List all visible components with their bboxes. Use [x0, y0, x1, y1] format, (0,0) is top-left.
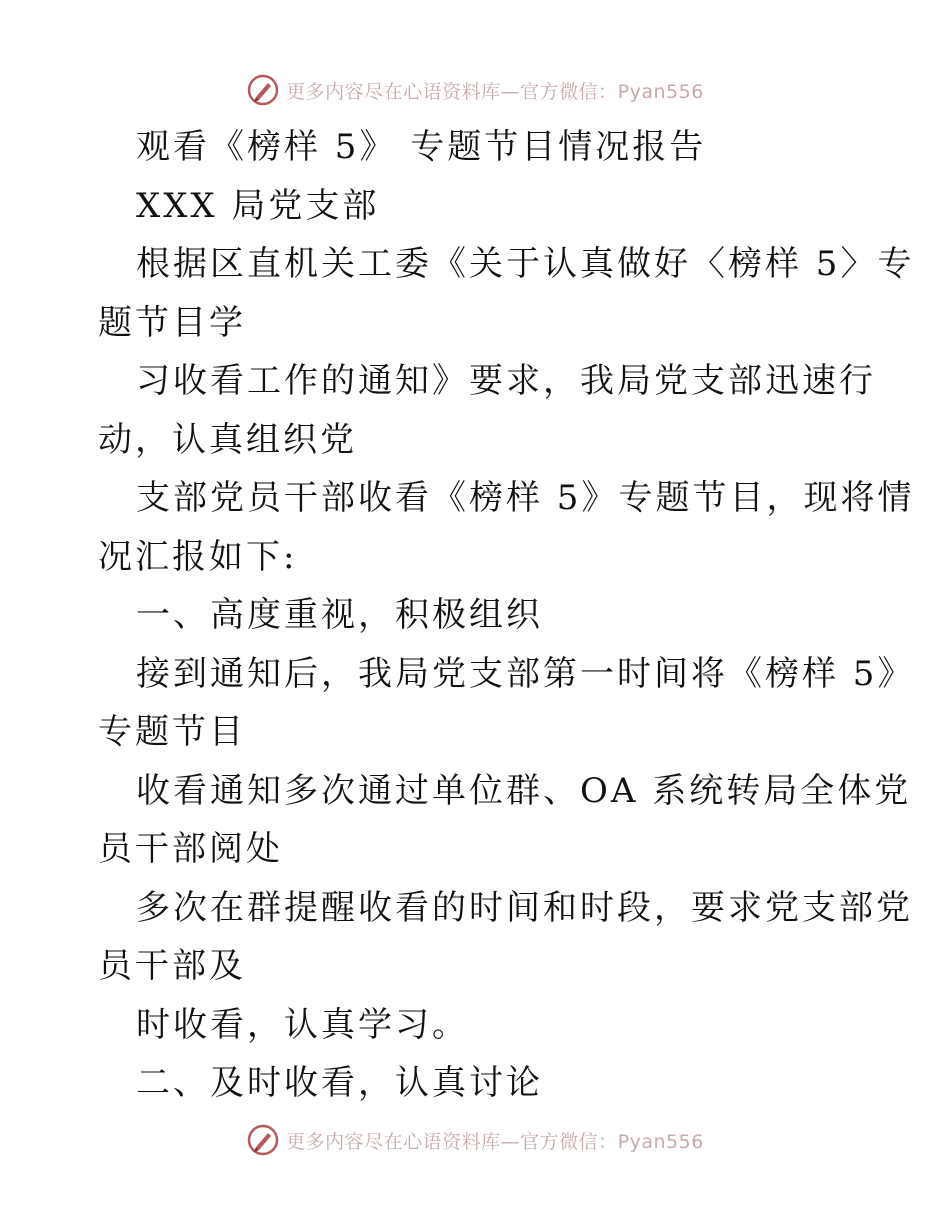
header-watermark: [0, 70, 950, 110]
doc-line: 员干部及: [98, 946, 246, 986]
pen-circle-logo-icon: [246, 73, 280, 107]
watermark-text: [286, 77, 704, 104]
watermark-text: [286, 1127, 704, 1154]
document-body: [98, 118, 915, 1113]
doc-line: 接到通知后，我局党支部第一时间将《榜样 5》: [136, 653, 915, 694]
watermark-label: 更多内容尽在心语资料库—官方微信：: [286, 1130, 618, 1153]
doc-line: 支部党员干部收看《榜样 5》专题节目，现将情: [136, 478, 915, 518]
doc-line: 况汇报如下:: [98, 536, 298, 577]
doc-line: 时收看，认真学习。: [136, 1004, 469, 1045]
section-heading: 二、及时收看，认真讨论: [136, 1063, 543, 1103]
pen-circle-logo-icon: [246, 1123, 280, 1157]
doc-line: 多次在群提醒收看的时间和时段，要求党支部党: [136, 887, 913, 928]
watermark-account: Pyan556: [617, 80, 704, 103]
doc-line: 根据区直机关工委《关于认真做好〈榜样 5〉专: [136, 244, 915, 284]
watermark-account: Pyan556: [617, 1130, 704, 1153]
doc-line: 题节目学: [98, 302, 246, 343]
doc-author: XXX 局党支部: [136, 185, 380, 226]
doc-line: 专题节目: [98, 712, 246, 752]
watermark-label: 更多内容尽在心语资料库—官方微信：: [286, 80, 618, 103]
doc-line: 收看通知多次通过单位群、OA 系统转局全体党: [136, 770, 912, 811]
doc-line: 习收看工作的通知》要求，我局党支部迅速行: [136, 361, 876, 401]
doc-line: 动，认真组织党: [98, 419, 357, 460]
footer-watermark: [0, 1120, 950, 1160]
section-heading: 一、高度重视，积极组织: [136, 595, 543, 635]
doc-title: 观看《榜样 5》 专题节目情况报告: [136, 127, 707, 167]
doc-line: 员干部阅处: [98, 829, 283, 869]
